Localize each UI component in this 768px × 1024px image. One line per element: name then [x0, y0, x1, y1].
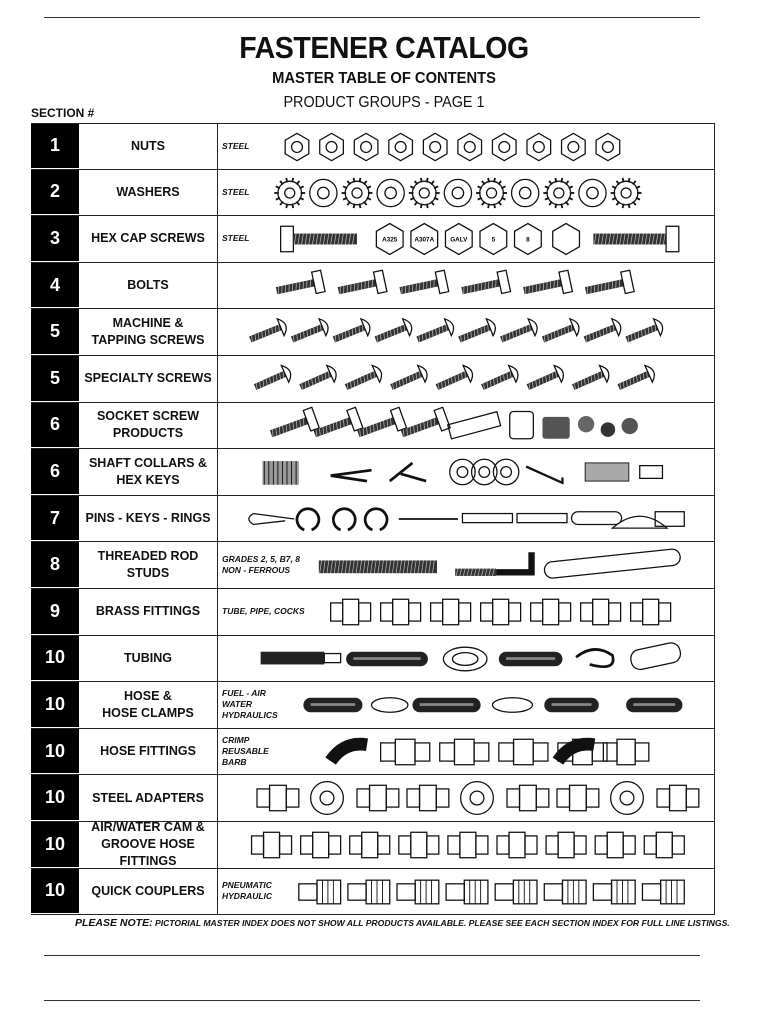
product-note: STEEL — [222, 140, 250, 151]
product-illustration-strip — [222, 312, 712, 352]
product-illustration-strip — [222, 685, 712, 725]
product-illustrations — [218, 449, 715, 495]
product-group-name: SHAFT COLLARS & HEX KEYS — [79, 449, 218, 495]
bottom-rule-1 — [44, 955, 700, 956]
product-group-name: WASHERS — [79, 170, 218, 216]
product-illustrations — [218, 682, 715, 728]
table-row — [31, 729, 715, 776]
product-group-name: TUBING — [79, 636, 218, 682]
section-number: 3 — [31, 216, 79, 262]
table-row — [31, 123, 715, 170]
page-subtitle: MASTER TABLE OF CONTENTS — [272, 70, 496, 87]
product-note: FUEL - AIR WATER HYDRAULICS — [222, 688, 278, 721]
product-illustration-strip — [222, 872, 712, 912]
section-number: 10 — [31, 636, 79, 682]
product-illustration-strip — [222, 825, 712, 865]
product-illustration-strip — [222, 732, 712, 772]
product-group-name: STEEL ADAPTERS — [79, 775, 218, 821]
product-group-name: NUTS — [79, 124, 218, 169]
product-note: STEEL — [222, 186, 250, 197]
product-group-name: AIR/WATER CAM & GROOVE HOSE FITTINGS — [79, 822, 218, 868]
product-group-name: HOSE FITTINGS — [79, 729, 218, 775]
hex-mark-label: GALV — [450, 236, 468, 244]
table-row — [31, 356, 715, 403]
product-illustration-strip — [222, 173, 712, 213]
product-group-name: QUICK COUPLERS — [79, 869, 218, 915]
section-number: 10 — [31, 822, 79, 868]
section-number: 6 — [31, 449, 79, 495]
product-group-name: HEX CAP SCREWS — [79, 216, 218, 262]
product-group-name: THREADED ROD STUDS — [79, 542, 218, 588]
hex-mark-label: 5 — [491, 236, 496, 244]
product-illustration-strip — [222, 639, 712, 679]
section-number: 4 — [31, 263, 79, 309]
product-group-name: SPECIALTY SCREWS — [79, 356, 218, 402]
section-number: 6 — [31, 403, 79, 449]
section-number: 5 — [31, 356, 79, 402]
table-row — [31, 682, 715, 729]
product-illustrations — [218, 356, 715, 402]
table-row — [31, 496, 715, 543]
page-label: PRODUCT GROUPS - PAGE 1 — [283, 94, 485, 111]
section-number: 10 — [31, 682, 79, 728]
product-illustration-strip — [222, 452, 712, 492]
footer-text: PICTORIAL MASTER INDEX DOES NOT SHOW ALL PRODUCTS AVAILABLE. PLEASE SEE EACH SECTION INDEX FOR FULL LINE LISTINGS. — [152, 918, 730, 928]
table-row — [31, 542, 715, 589]
section-number: 8 — [31, 542, 79, 588]
product-illustration-strip — [222, 359, 712, 399]
product-illustrations — [218, 775, 715, 821]
product-note: TUBE, PIPE, COCKS — [222, 606, 305, 617]
product-illustration-strip — [222, 545, 712, 585]
product-note: STEEL — [222, 233, 250, 244]
table-row — [31, 822, 715, 869]
product-group-name: PINS - KEYS - RINGS — [79, 496, 218, 542]
product-illustrations — [218, 170, 715, 216]
section-number: 10 — [31, 869, 79, 915]
table-row — [31, 589, 715, 636]
section-number: 7 — [31, 496, 79, 542]
table-row — [31, 216, 715, 263]
product-illustrations — [218, 822, 715, 868]
product-note: PNEUMATIC HYDRAULIC — [222, 880, 273, 902]
please-note-label: PLEASE NOTE: — [75, 917, 153, 929]
product-illustrations — [218, 124, 715, 169]
product-illustration-strip — [222, 778, 712, 818]
table-row — [31, 263, 715, 310]
table-row — [31, 449, 715, 496]
section-column-label: SECTION # — [31, 106, 95, 120]
footer-note — [75, 917, 730, 929]
section-number: 5 — [31, 309, 79, 355]
product-illustrations — [218, 263, 715, 309]
product-illustrations — [218, 542, 715, 588]
hex-mark-label: A307A — [414, 236, 435, 244]
product-illustrations — [218, 869, 715, 915]
product-illustrations — [218, 729, 715, 775]
section-number: 10 — [31, 775, 79, 821]
product-illustrations — [218, 216, 715, 262]
product-illustrations — [218, 403, 715, 449]
product-note: CRIMP REUSABLE BARB — [222, 735, 269, 768]
product-illustration-strip — [222, 266, 712, 306]
section-number: 9 — [31, 589, 79, 635]
product-group-name: BRASS FITTINGS — [79, 589, 218, 635]
table-row — [31, 869, 715, 916]
product-illustration-strip — [222, 219, 712, 259]
section-number: 10 — [31, 729, 79, 775]
page-title: FASTENER CATALOG — [239, 30, 529, 65]
product-illustration-strip — [222, 406, 712, 446]
product-illustrations — [218, 309, 715, 355]
table-row — [31, 775, 715, 822]
table-row — [31, 309, 715, 356]
product-illustrations — [218, 496, 715, 542]
product-note: GRADES 2, 5, B7, 8 NON - FERROUS — [222, 554, 300, 576]
hex-mark-label: A325 — [382, 236, 398, 244]
top-rule — [44, 17, 700, 18]
product-group-name: SOCKET SCREW PRODUCTS — [79, 403, 218, 449]
bottom-rule-2 — [44, 1000, 700, 1001]
product-group-name: BOLTS — [79, 263, 218, 309]
product-illustration-strip — [222, 592, 712, 632]
product-illustrations — [218, 589, 715, 635]
product-illustration-strip — [222, 499, 712, 539]
table-row — [31, 403, 715, 450]
table-row — [31, 636, 715, 683]
product-illustration-strip — [222, 127, 712, 167]
hex-mark-label: 8 — [526, 236, 530, 244]
table-row — [31, 170, 715, 217]
contents-table — [31, 123, 715, 915]
product-group-name: MACHINE & TAPPING SCREWS — [79, 309, 218, 355]
section-number: 2 — [31, 170, 79, 216]
product-illustrations — [218, 636, 715, 682]
product-group-name: HOSE & HOSE CLAMPS — [79, 682, 218, 728]
section-number: 1 — [31, 124, 79, 169]
